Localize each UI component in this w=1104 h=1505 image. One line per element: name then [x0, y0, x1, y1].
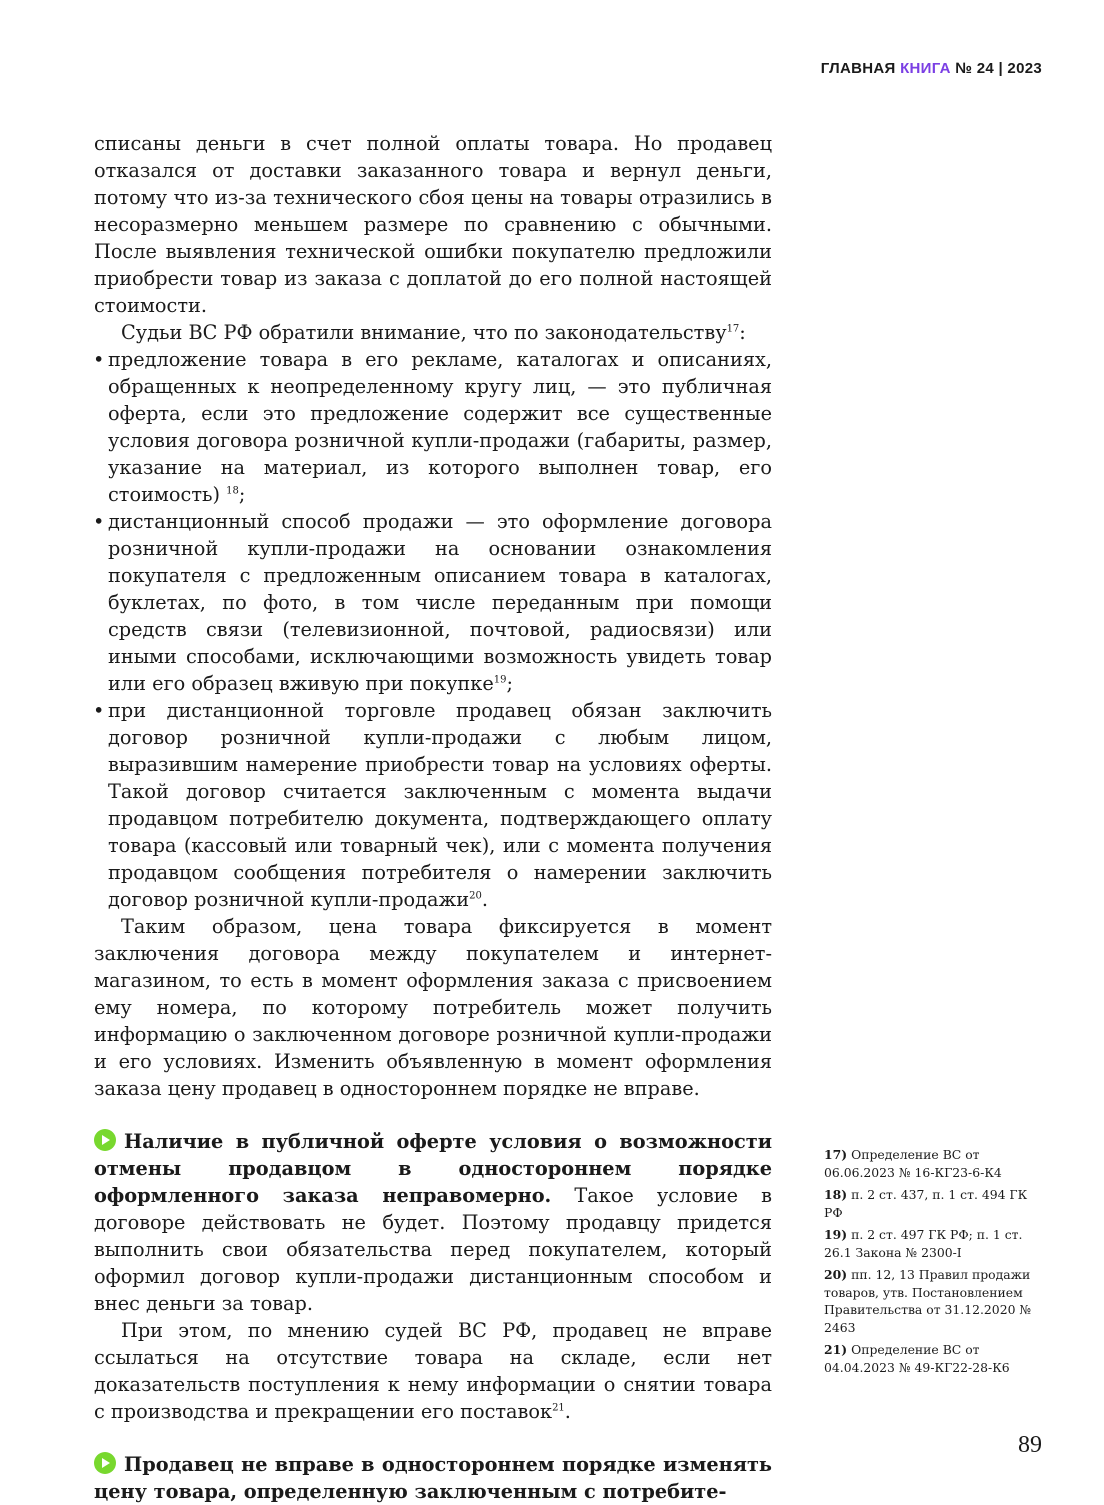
callout-lead: Продавец не вправе в одностороннем порядке изменять цену товара, определенную заключенным с потребите- [94, 1453, 772, 1503]
list-item-text: при дистанционной торговле продавец обязан заключить договор розничной купли-продажи с любым лицом, выразившим намерение приобрести товар на условиях оферты. Такой договор считается заключенным с момента выдачи продавцом потребителю документа, подтверждающего оплату товара (кассовый или товарный чек), или с момента получения продавцом сообщения потребителя о намерении заключить договор розничной купли-продажи [108, 699, 772, 911]
callout-text: Такое условие в договоре действовать не будет. Поэтому продавцу придется выполнить свои обязательства перед покупателем, который оформил договор купли-продажи дистанционным способом и внес деньги за товар. [94, 1184, 772, 1315]
list-item [94, 346, 772, 508]
paragraph: Таким образом, цена товара фиксируется в момент заключения договора между покупателем и интернет-магазином, то есть в момент оформления заказа с присвоением ему номера, по которому потребитель может получить информацию о заключенном договоре розничной купли-продажи и его условиях. Изменить объявленную в момент оформления заказа цену продавец в одностороннем порядке не вправе. [94, 915, 772, 1100]
footnote-ref[interactable]: 21 [552, 1402, 565, 1414]
footnote [824, 1146, 1044, 1181]
issue-label: № 24 | 2023 [955, 60, 1042, 77]
punctuation: . [564, 1400, 571, 1423]
paragraph [94, 319, 772, 346]
footnote-number: 19) [824, 1227, 848, 1242]
brand-accent: КНИГА [900, 60, 951, 77]
play-icon [94, 1452, 116, 1474]
footnote [824, 1341, 1044, 1376]
masthead [821, 60, 1042, 77]
punctuation: ; [506, 672, 513, 695]
footnote-ref[interactable]: 20 [469, 890, 482, 902]
footnote-number: 18) [824, 1187, 848, 1202]
footnote-text: пп. 12, 13 Правил продажи товаров, утв. Постановлением Правительства от 31.12.2020 № 2463 [824, 1267, 1032, 1335]
list-item [94, 697, 772, 913]
footnotes [824, 1146, 1044, 1381]
footnote [824, 1186, 1044, 1221]
callout [94, 1451, 772, 1505]
footnote-number: 20) [824, 1267, 848, 1282]
list-item [94, 508, 772, 697]
article-body [94, 130, 772, 1505]
list-item-text: дистанционный способ продажи — это оформление договора розничной купли-продажи на основании ознакомления покупателя с предложенным описанием товара в каталогах, буклетах, по фото, в том числе переданным при помощи средств связи (телевизионной, почтовой, радиосвязи) или иными способами, исключающими возможность увидеть товар или его образец вживую при покупке [108, 510, 772, 695]
list-item-text: предложение товара в его рекламе, каталогах и описаниях, обращенных к неопределенному кругу лиц, — это публичная оферта, если это предложение содержит все существенные условия договора розничной купли-продажи (габариты, размер, указание на материал, из которого выполнен товар, его стоимость) [108, 348, 772, 506]
footnote [824, 1266, 1044, 1336]
punctuation: ; [238, 483, 246, 506]
callout-lead: Наличие в публичной оферте условия о возможности отмены продавцом в одностороннем порядке оформленного заказа неправомерно. [94, 1130, 772, 1207]
paragraph-text: Судьи ВС РФ обратили внимание, что по законодательству [121, 321, 727, 344]
play-icon [94, 1129, 116, 1151]
callout [94, 1128, 772, 1317]
footnote-text: п. 2 ст. 437, п. 1 ст. 494 ГК РФ [824, 1187, 1028, 1220]
footnote-number: 21) [824, 1342, 848, 1357]
footnote-text: Определение ВС от 04.04.2023 № 49-КГ22-28-К6 [824, 1342, 1010, 1375]
paragraph [94, 1317, 772, 1425]
page-number: 89 [1018, 1432, 1042, 1458]
punctuation: : [739, 321, 746, 344]
footnote-number: 17) [824, 1147, 848, 1162]
footnote-ref[interactable]: 18 [226, 485, 239, 497]
footnote-text: п. 2 ст. 497 ГК РФ; п. 1 ст. 26.1 Закона № 2300-I [824, 1227, 1023, 1260]
footnote-ref[interactable]: 19 [493, 674, 507, 686]
paragraph-text: При этом, по мнению судей ВС РФ, продавец не вправе ссылаться на отсутствие товара на складе, если нет доказательств поступления к нему информации о снятии товара с производства и прекращении его поставок [94, 1319, 772, 1423]
brand-main: ГЛАВНАЯ [820, 60, 896, 77]
paragraph: списаны деньги в счет полной оплаты товара. Но продавец отказался от доставки заказанного товара и вернул деньги, потому что из-за технического сбоя цены на товары отразились в несоразмерно меньшем размере по сравнению с обычными. После выявления технической ошибки покупателю предложили приобрести товар из заказа с доплатой до его полной настоящей стоимости. [94, 132, 772, 317]
footnote-text: Определение ВС от 06.06.2023 № 16-КГ23-6-К4 [824, 1147, 1002, 1180]
bullet-list [94, 346, 772, 913]
footnote-ref[interactable]: 17 [726, 323, 740, 335]
footnote [824, 1226, 1044, 1261]
punctuation: . [481, 888, 488, 911]
